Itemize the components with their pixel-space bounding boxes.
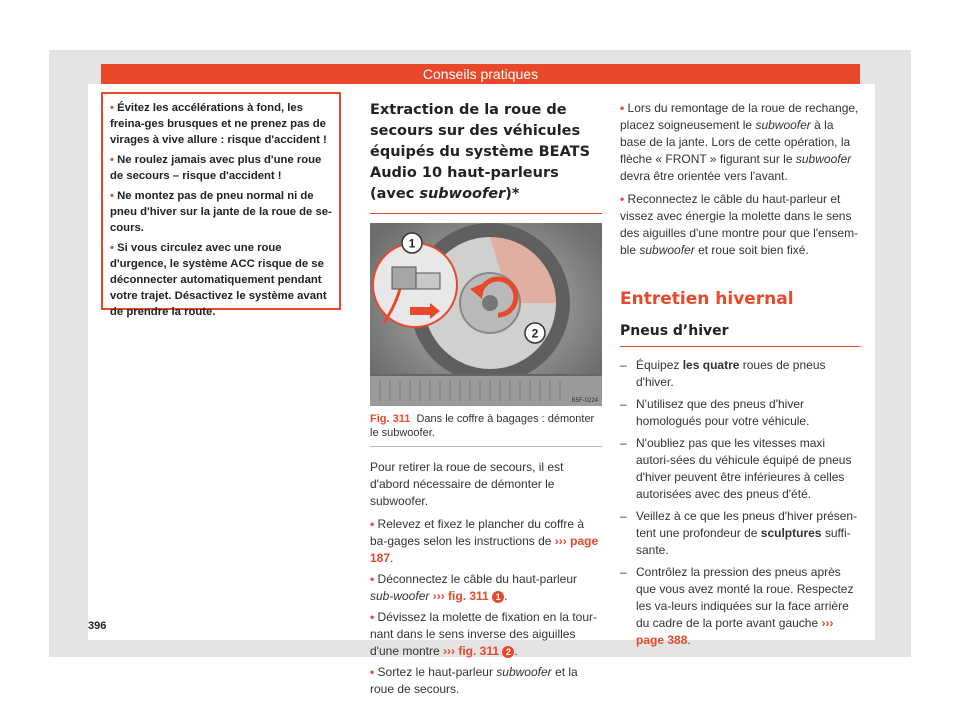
section-header: Conseils pratiques [101, 64, 860, 84]
reconnect-paragraph: • Reconnectez le câble du haut-parleur et vissez avec énergie la molette dans le sens des aiguilles d'une montre pour que l'ensem-ble subwoofer et roue soit bien fixé. [620, 192, 859, 257]
reassembly-paragraph: • Lors du remontage de la roue de rechange, placez soigneusement le subwoofer à la base de la jante. Lors de cette opération, la flèche « FRONT » figurant sur le subwoofer devra être orientée vers l'avant. [620, 101, 859, 183]
callout-1: 1 [492, 591, 504, 603]
page-link[interactable]: ››› page 388 [636, 616, 834, 647]
figure-311 [370, 223, 602, 406]
middle-column [370, 84, 602, 698]
winter-list [620, 357, 860, 649]
figure-link[interactable]: ››› fig. 311 [443, 644, 500, 658]
list-item: – Équipez les quatre roues de pneus d'hiver. [620, 358, 826, 389]
bullet-icon: • [110, 154, 118, 166]
winter-title: Entretien hivernal [620, 289, 794, 309]
warning-item: • Si vous circulez avec une roue d'urgence, le système ACC risque de se déconnecter automatiquement pendant votre trajet. Désactivez le système avant de prendre la route. [110, 242, 327, 318]
step-4: • Sortez le haut-parleur subwoofer et la roue de secours. [370, 665, 578, 696]
list-item: – Veillez à ce que les pneus d'hiver présen-tent une profondeur de sculptures suffi-sante. [620, 509, 858, 557]
figure-code: B5F-0224 [571, 398, 598, 404]
list-item: – N'oubliez pas que les vitesses maxi autori-sées du véhicule équipé de pneus d'hiver peuvent être inférieures à celles autorisées avec des pneus d'été. [620, 436, 852, 501]
warning-item: • Ne montez pas de pneu normal ni de pneu d'hiver sur la jante de la roue de se-cours. [110, 190, 332, 234]
step-3: • Dévissez la molette de fixation en la tour-nant dans le sens inverse des aiguilles d'une montre ››› fig. 311 2 . [370, 610, 597, 658]
step-2: • Déconnectez le câble du haut-parleur sub-woofer ››› fig. 311 1 . [370, 572, 578, 603]
bullet-icon: • [110, 190, 118, 202]
subwoofer-illustration [370, 223, 602, 406]
caption-rule [370, 446, 602, 447]
list-item: – N'utilisez que des pneus d'hiver homologués pour votre véhicule. [620, 397, 810, 428]
figure-label-2: 2 [531, 326, 539, 341]
step-1: • Relevez et fixez le plancher du coffre à ba-gages selon les instructions de ››› page 187. [370, 517, 599, 565]
warning-item: • Ne roulez jamais avec plus d'une roue de secours – risque d'accident ! [110, 154, 322, 182]
callout-2: 2 [502, 646, 514, 658]
subtitle-rule [620, 346, 860, 347]
list-item: – Contrôlez la pression des pneus après que vous avez monté la roue. Respectez les va-leurs indiquées sur la face arrière du cadre de la porte avant gauche ››› page 388. [620, 565, 854, 647]
tires-title: Pneus d’hiver [620, 323, 729, 339]
right-column [620, 84, 860, 654]
figure-link[interactable]: ››› fig. 311 [432, 589, 489, 603]
page-content [88, 84, 875, 696]
warning-item: • Évitez les accélérations à fond, les freina-ges brusques et ne prenez pas de virages à vive allure : risque d'accident ! [110, 102, 327, 146]
page-link[interactable]: ››› page 187 [370, 534, 599, 565]
bullet-icon: • [110, 242, 118, 254]
title-rule [370, 213, 602, 214]
intro-paragraph: Pour retirer la roue de secours, il est d'abord nécessaire de démonter le subwoofer. [370, 460, 564, 508]
section-title: Extraction de la roue de secours sur des véhicules équipés du système BEATS Audio 10 haut-parleurs (avec subwoofer)* [370, 102, 591, 202]
bullet-icon: • [110, 102, 118, 114]
figure-label-1: 1 [408, 236, 416, 251]
warning-box [101, 92, 341, 318]
page-number: 396 [88, 620, 107, 632]
figure-caption: Fig. 311 Dans le coffre à bagages : démonter le subwoofer. [370, 413, 595, 439]
